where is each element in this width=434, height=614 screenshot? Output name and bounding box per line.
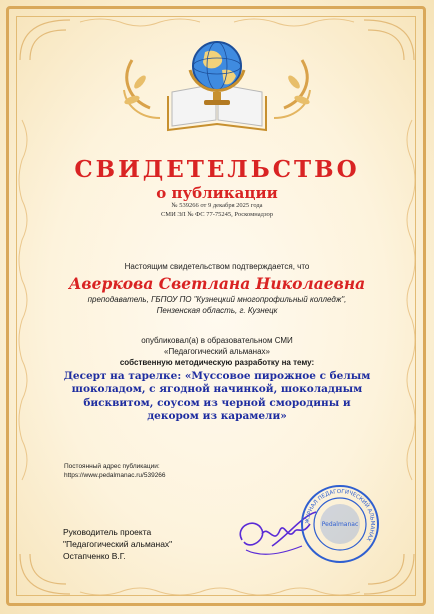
certificate-title: СВИДЕТЕЛЬСТВО: [74, 156, 360, 183]
certificate-subtitle: о публикации: [156, 184, 278, 202]
head-name: Остапченко В.Г.: [63, 551, 126, 561]
recipient-role-line2: Пензенская область, г. Кузнецк: [156, 306, 278, 315]
head-title: Руководитель проекта: [63, 527, 152, 537]
stamp-icon: [300, 484, 380, 564]
address-label: Постоянный адрес публикации:: [64, 463, 160, 470]
recipient-role-line1: преподаватель, ГБПОУ ПО "Кузнецкий многопрофильный колледж",: [87, 295, 347, 304]
registration-info: СМИ ЭЛ № ФС 77-75245, Роскомнадзор: [160, 211, 274, 218]
published-line3: собственную методическую разработку на тему:: [119, 358, 315, 367]
address-url[interactable]: https://www.pedalmanac.ru/539266: [64, 472, 166, 479]
recipient-name: Аверкова Светлана Николаевна: [68, 274, 366, 293]
stamp-outer-text: ЖУРНАЛ ПЕДАГОГИЧЕСКИЙ АЛЬМАНАХ: [304, 488, 376, 543]
published-line1: опубликовал(а) в образовательном СМИ: [141, 336, 293, 345]
confirm-text: Настоящим свидетельством подтверждается, что: [124, 262, 310, 271]
globe-book-emblem-icon: [123, 42, 310, 130]
head-project: "Педагогический альманах": [63, 539, 173, 549]
published-line2: «Педагогический альманах»: [164, 347, 270, 356]
certificate-number: № 539266 от 9 декабря 2025 года: [171, 202, 263, 209]
stamp-center-text: Pedalmanac: [321, 521, 359, 528]
publication-topic: Десерт на тарелке: «Муссовое пирожное с белым шоколадом, с ягодной начинкой, шоколадным бисквитом, соусом из черной смородины и декором из карамели»: [63, 370, 371, 423]
recipient-role: [0, 294, 434, 316]
